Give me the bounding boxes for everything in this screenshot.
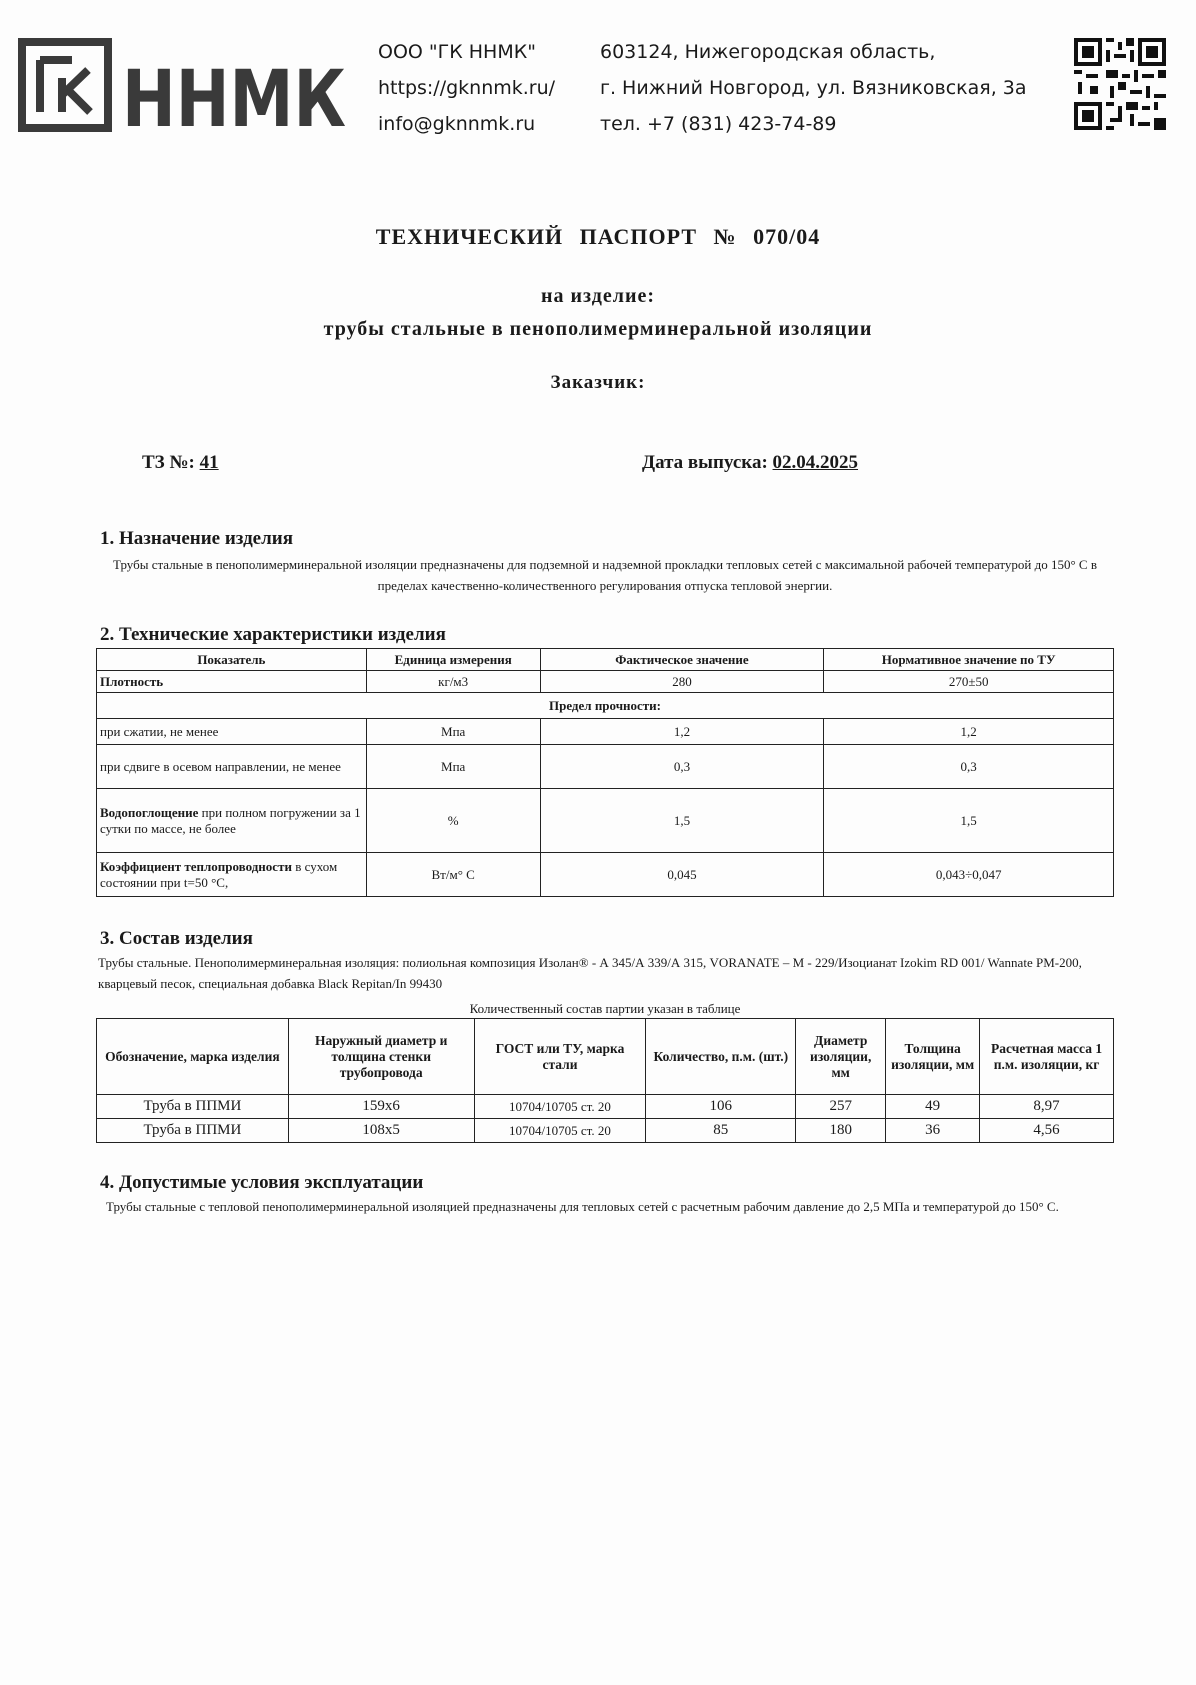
phone: тел. +7 (831) 423-74-89: [600, 113, 837, 135]
email-link[interactable]: info@gknnmk.ru: [378, 113, 536, 135]
table-cell: Труба в ППМИ: [97, 1119, 289, 1143]
table-cell: 49: [886, 1095, 980, 1119]
param-actual: 1,5: [540, 789, 824, 853]
table-header-cell: Показатель: [97, 649, 367, 671]
section-4-text: Трубы стальные с тепловой пенополимерминеральной изоляцией предназначены для тепловых сетей с расчетным рабочим давление до 2,5 МПа и температурой до 150° С.: [106, 1199, 1059, 1214]
tz-value: 41: [199, 452, 219, 473]
param-norm: 0,043÷0,047: [824, 853, 1114, 897]
param-name: [97, 789, 367, 853]
param-norm: 270±50: [824, 671, 1114, 693]
tz-field: [142, 452, 219, 474]
table-row: [97, 1095, 1114, 1119]
param-unit: Мпа: [366, 745, 540, 789]
table-cell: 106: [646, 1095, 796, 1119]
product-name: трубы стальные в пенополимерминеральной изоляции: [323, 318, 873, 340]
param-name-rest: в сухом состоянии при t=50 °С,: [100, 858, 338, 890]
strength-header: Предел прочности:: [97, 693, 1114, 719]
table-cell: 36: [886, 1119, 980, 1143]
company-name: ООО "ГК ННМК": [378, 41, 536, 63]
param-name-bold: Водопоглощение: [100, 804, 199, 820]
table-header-row: [97, 1019, 1114, 1095]
address-line-1: 603124, Нижегородская область,: [600, 41, 936, 63]
param-actual: 0,045: [540, 853, 824, 897]
table-header-cell: Толщина изоляции, мм: [886, 1019, 980, 1095]
table-cell: 108х5: [288, 1119, 474, 1143]
section-3-text: Трубы стальные. Пенополимерминеральная изоляция: полиольная композиция Изолан® - А 345/А 339/А 315, VORANATE – M - 229/Изоцианат Izokim RD 001/ Wannate PM-200, кварцевый песок, специальная добавка Black Repitan/In 99430: [98, 955, 1082, 991]
param-name-rest: при полном погружении за 1 сутки по массе, не более: [100, 804, 361, 836]
section-4-heading: 4. Допустимые условия эксплуатации: [100, 1172, 424, 1193]
table-caption: Количественный состав партии указан в таблице: [469, 1001, 741, 1016]
table-header-cell: Единица измерения: [366, 649, 540, 671]
param-actual: 1,2: [540, 719, 824, 745]
table-cell: 8,97: [980, 1095, 1114, 1119]
section-2-heading: 2. Технические характеристики изделия: [100, 624, 446, 645]
table-header-cell: Фактическое значение: [540, 649, 824, 671]
param-norm: 1,2: [824, 719, 1114, 745]
table-row: [97, 745, 1114, 789]
param-name: Плотность: [97, 671, 367, 693]
param-name-bold: Коэффициент теплопроводности: [100, 858, 292, 874]
table-header-cell: ГОСТ или ТУ, марка стали: [474, 1019, 646, 1095]
table-cell: 159х6: [288, 1095, 474, 1119]
table-header-cell: Диаметр изоляции, мм: [796, 1019, 886, 1095]
table-cell: 85: [646, 1119, 796, 1143]
release-date-field: [642, 452, 858, 474]
param-actual: 0,3: [540, 745, 824, 789]
table-header-cell: Нормативное значение по ТУ: [824, 649, 1114, 671]
table-cell: Труба в ППМИ: [97, 1095, 289, 1119]
table-row: [97, 671, 1114, 693]
table-header-cell: Расчетная масса 1 п.м. изоляции, кг: [980, 1019, 1114, 1095]
section-1-text: Трубы стальные в пенополимерминеральной изоляции предназначены для подземной и надземной прокладки тепловых сетей с максимальной рабочей температурой до 150° С в пределах качественно-количественного регулирования отпуска тепловой энергии.: [113, 557, 1097, 593]
table-cell: 4,56: [980, 1119, 1114, 1143]
document-title: ТЕХНИЧЕСКИЙ ПАСПОРТ № 070/04: [375, 224, 821, 249]
website-link[interactable]: https://gknnmk.ru/: [378, 77, 556, 99]
param-actual: 280: [540, 671, 824, 693]
company-logo: [20, 40, 350, 145]
table-cell: 10704/10705 ст. 20: [474, 1119, 646, 1143]
table-row: [97, 719, 1114, 745]
date-value: 02.04.2025: [772, 452, 859, 473]
tz-label: ТЗ №:: [142, 452, 195, 473]
address-block: [600, 34, 1027, 142]
date-label: Дата выпуска:: [642, 452, 768, 473]
section-3-heading: 3. Состав изделия: [100, 928, 253, 949]
table-cell: 180: [796, 1119, 886, 1143]
contact-block: [378, 34, 555, 142]
table-row: [97, 1119, 1114, 1143]
table-cell: 257: [796, 1095, 886, 1119]
table-row: [97, 789, 1114, 853]
table-header-cell: Обозначение, марка изделия: [97, 1019, 289, 1095]
table-header-cell: Наружный диаметр и толщина стенки трубопровода: [288, 1019, 474, 1095]
customer-label: Заказчик:: [550, 372, 646, 393]
product-label: на изделие:: [541, 285, 655, 307]
svg-text:ННМК: ННМК: [122, 55, 346, 145]
section-1-heading: 1. Назначение изделия: [100, 528, 293, 549]
param-name: при сжатии, не менее: [97, 719, 367, 745]
param-name: при сдвиге в осевом направлении, не менее: [97, 745, 367, 789]
param-unit: Вт/м° С: [366, 853, 540, 897]
address-line-2: г. Нижний Новгород, ул. Вязниковская, 3а: [600, 77, 1027, 99]
param-unit: %: [366, 789, 540, 853]
tech-specs-table: [96, 648, 1114, 897]
param-unit: кг/м3: [366, 671, 540, 693]
param-name: [97, 853, 367, 897]
table-header-cell: Количество, п.м. (шт.): [646, 1019, 796, 1095]
table-row: [97, 853, 1114, 897]
table-cell: 10704/10705 ст. 20: [474, 1095, 646, 1119]
param-norm: 1,5: [824, 789, 1114, 853]
qr-code-icon: [1074, 38, 1166, 130]
table-group-row: [97, 693, 1114, 719]
table-header-row: [97, 649, 1114, 671]
param-unit: Мпа: [366, 719, 540, 745]
composition-table: [96, 1018, 1114, 1143]
param-norm: 0,3: [824, 745, 1114, 789]
